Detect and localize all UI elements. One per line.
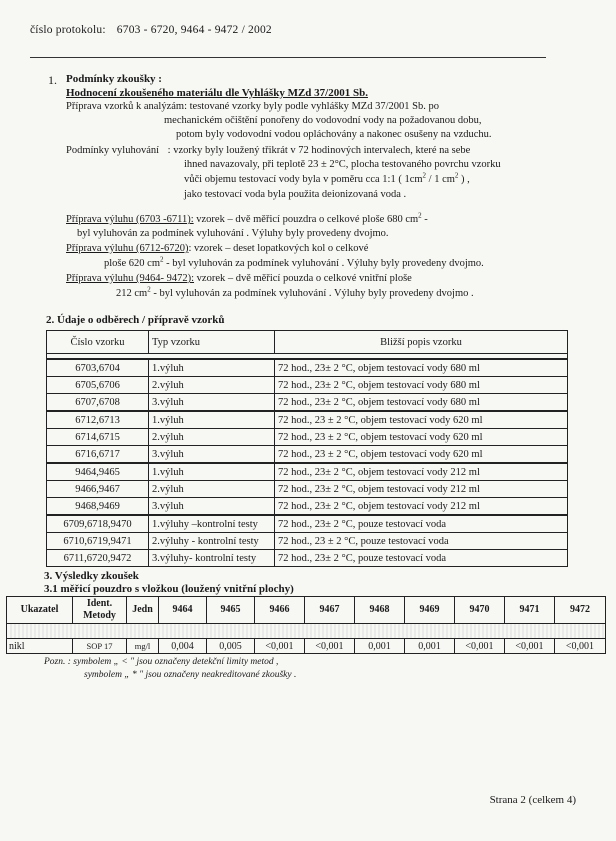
- table-row: 6705,6706 2.výluh 72 hod., 23± 2 °C, objem testovací vody 680 ml: [47, 377, 568, 394]
- results-header-row: [7, 597, 606, 624]
- samples-header-row: [47, 331, 568, 354]
- header-sample: 9472: [555, 597, 606, 624]
- results-note-1: Pozn. : symbolem „ < " jsou označeny detekční limity metod ,: [44, 657, 279, 667]
- header-unit: Jedn: [127, 597, 159, 624]
- conditions-line-2: ihned navazovaly, při teplotě 23 ± 2°C, plocha testovaného povrchu vzorku: [184, 159, 501, 170]
- results-table: [6, 596, 606, 654]
- conditions-label: Podmínky vyluhování: [66, 145, 160, 156]
- table-row: 6707,6708 3.výluh 72 hod., 23± 2 °C, objem testovací vody 680 ml: [47, 394, 568, 412]
- header-sample: 9464: [159, 597, 207, 624]
- table-row: 6703,6704 1.výluh 72 hod., 23± 2 °C, objem testovací vody 680 ml: [47, 359, 568, 377]
- results-row-nickel: nikl SOP 17 mg/l 0,004 0,005 <0,001 <0,001 0,001 0,001 <0,001 <0,001 <0,001: [7, 639, 606, 654]
- section3-subtitle: 3.1 měřicí pouzdro s vložkou (loužený vnitřní plochy): [44, 583, 294, 595]
- table-row: 9466,9467 2.výluh 72 hod., 23± 2 °C, objem testovací vody 212 ml: [47, 481, 568, 498]
- table-row: 9468,9469 3.výluh 72 hod., 23± 2 °C, objem testovací vody 212 ml: [47, 498, 568, 516]
- header-indicator: Ukazatel: [7, 597, 73, 624]
- section1-title: Podmínky zkoušky :: [66, 73, 162, 85]
- leach-3-line-1: Příprava výluhu (9464- 9472): vzorek – dvě měřicí pouzda o celkové vnitřní ploše: [66, 273, 412, 284]
- conditions-line-3: vůči objemu testovací vody byla v poměru cca 1:1 ( $1cm^2 / 1$ $cm^2$ ) ,: [184, 171, 470, 185]
- protocol-header: [30, 24, 272, 36]
- prep-line-3: potom byly vodovodní vodou opláchovány a nakonec osušeny na vzduchu.: [176, 129, 492, 140]
- section1-number: 1.: [48, 73, 57, 87]
- section1-subtitle: Hodnocení zkoušeného materiálu dle Vyhlášky MZd 37/2001 Sb.: [66, 87, 368, 99]
- header-sample: 9471: [505, 597, 555, 624]
- table-row: 6716,6717 3.výluh 72 hod., 23 ± 2 °C, objem testovací vody 620 ml: [47, 446, 568, 464]
- header-sample-number: Číslo vzorku: [47, 331, 149, 354]
- section2-title: 2. Údaje o odběrech / přípravě vzorků: [46, 314, 225, 326]
- leach-1-line-2: byl vyluhován za podmínek vyluhování . Výluhy byly provedeny dvojmo.: [77, 228, 389, 239]
- results-note-2: symbolem „ * " jsou označeny neakreditované zkoušky .: [84, 670, 297, 680]
- prep-line-1: testované vzorky byly podle vyhlášky MZd 37/2001 Sb. po: [189, 101, 439, 112]
- header-method-id: Ident. Metody: [73, 597, 127, 624]
- table-row: 6709,6718,9470 1.výluhy –kontrolní testy 72 hod., 23± 2 °C, pouze testovací voda: [47, 515, 568, 533]
- leach-2-label: Příprava výluhu (6712-6720): [66, 243, 189, 254]
- header-sample: 9466: [255, 597, 305, 624]
- header-sample: 9470: [455, 597, 505, 624]
- leach-2-line-1: Příprava výluhu (6712-6720): vzorek – deset lopatkových kol o celkové: [66, 243, 369, 254]
- table-row: 6710,6719,9471 2.výluhy - kontrolní testy 72 hod., 23 ± 2 °C, pouze testovací voda: [47, 533, 568, 550]
- results-blank-row: [7, 624, 606, 639]
- prep-line-2: mechanickém očištění ponořeny do vodovodní vody na požadovanou dobu,: [164, 115, 482, 126]
- prep-label: Příprava vzorků k analýzám:: [66, 101, 187, 112]
- conditions-line-1: : vzorky byly loužený třikrát v 72 hodinových intervalech, které na sebe: [167, 145, 471, 156]
- leach-1-label: Příprava výluhu (6703 -6711):: [66, 214, 194, 225]
- table-row: 6714,6715 2.výluh 72 hod., 23 ± 2 °C, objem testovací vody 620 ml: [47, 429, 568, 446]
- prep-paragraph: [66, 101, 439, 112]
- leach-3-label: Příprava výluhu (9464- 9472):: [66, 273, 195, 284]
- table-row: 6712,6713 1.výluh 72 hod., 23 ± 2 °C, objem testovací vody 620 ml: [47, 411, 568, 429]
- header-divider: [30, 57, 546, 58]
- header-sample: 9467: [305, 597, 355, 624]
- page-number: Strana 2 (celkem 4): [489, 794, 576, 806]
- protocol-numbers: 6703 - 6720, 9464 - 9472 / 2002: [116, 24, 272, 36]
- leach-1-line-1: Příprava výluhu (6703 -6711): vzorek – dvě měřicí pouzdra o celkové ploše 680 $cm^2$ -: [66, 211, 428, 225]
- header-sample-type: Typ vzorku: [149, 331, 275, 354]
- protocol-label: číslo protokolu:: [30, 24, 106, 36]
- table-row: 6711,6720,9472 3.výluhy- kontrolní testy 72 hod., 23± 2 °C, pouze testovací voda: [47, 550, 568, 567]
- conditions-line-4: jako testovací voda byla použita deionizovaná voda .: [184, 189, 407, 200]
- header-sample: 9469: [405, 597, 455, 624]
- section3-title: 3. Výsledky zkoušek: [44, 570, 139, 582]
- header-sample: 9468: [355, 597, 405, 624]
- table-row: 9464,9465 1.výluh 72 hod., 23± 2 °C, objem testovací vody 212 ml: [47, 463, 568, 481]
- leach-2-line-2: ploše 620 $cm^2$ - byl vyluhován za podmínek vyluhování . Výluhy byly provedeny dvojmo.: [104, 255, 484, 269]
- header-sample-description: Bližší popis vzorku: [275, 331, 568, 354]
- samples-table: [46, 330, 568, 567]
- conditions-paragraph: [66, 145, 470, 156]
- header-sample: 9465: [207, 597, 255, 624]
- leach-3-line-2: 212 $cm^2$ - byl vyluhován za podmínek vyluhování . Výluhy byly provedeny dvojmo .: [116, 285, 474, 299]
